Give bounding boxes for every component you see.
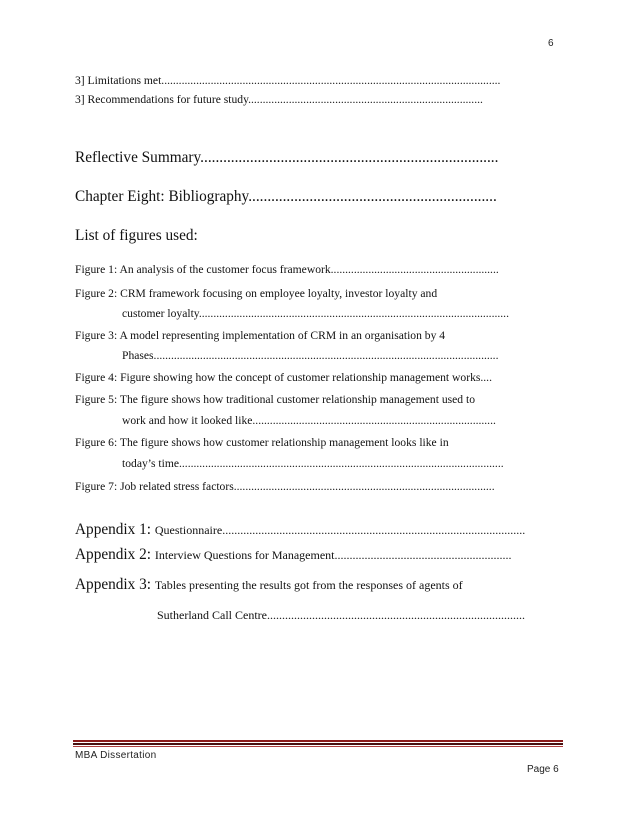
figure-3-entry-cont: Phases....................................................................................................................... bbox=[122, 349, 499, 362]
footer-page-number: Page 6 bbox=[527, 764, 559, 775]
list-of-figures-heading: List of figures used: bbox=[75, 227, 198, 244]
appendix-3-entry-cont: Sutherland Call Centre...................................................................................... bbox=[157, 608, 525, 622]
toc-reflective-summary: Reflective Summary.............................................................................. bbox=[75, 149, 499, 166]
footer-rule-top bbox=[73, 740, 563, 742]
toc-chapter-eight: Chapter Eight: Bibliography................................................................. bbox=[75, 188, 497, 205]
appendix-1-label: Appendix 1: bbox=[75, 521, 155, 538]
figure-7-entry: Figure 7: Job related stress factors.......................................................................................... bbox=[75, 480, 495, 493]
figure-6-entry-cont: today’s time................................................................................................................ bbox=[122, 457, 504, 470]
appendix-1-text: Questionnaire..................................................................................................... bbox=[154, 523, 526, 537]
footer-rule-middle bbox=[73, 743, 563, 745]
figure-5-entry: Figure 5: The figure shows how traditional customer relationship management used to bbox=[75, 393, 476, 406]
figure-4-entry: Figure 4: Figure showing how the concept of customer relationship management works.... bbox=[75, 371, 492, 384]
toc-recommendations: 3] Recommendations for future study................................................................................. bbox=[75, 93, 483, 106]
appendix-2-entry bbox=[75, 547, 512, 563]
footer-document-title: MBA Dissertation bbox=[75, 750, 157, 761]
toc-limitations: 3] Limitations met..................................................................................................................... bbox=[75, 74, 501, 87]
figure-2-entry: Figure 2: CRM framework focusing on employee loyalty, investor loyalty and bbox=[75, 287, 438, 300]
figure-3-entry: Figure 3: A model representing implementation of CRM in an organisation by 4 bbox=[75, 329, 446, 342]
figure-1-entry: Figure 1: An analysis of the customer focus framework.......................................................... bbox=[75, 263, 499, 276]
figure-2-entry-cont: customer loyalty........................................................................................................... bbox=[122, 307, 509, 320]
figure-6-entry: Figure 6: The figure shows how customer relationship management looks like in bbox=[75, 436, 449, 449]
page-number-top: 6 bbox=[548, 38, 554, 49]
appendix-2-text: Interview Questions for Management........................................................... bbox=[154, 548, 512, 562]
appendix-3-label: Appendix 3: bbox=[75, 576, 155, 593]
figure-5-entry-cont: work and how it looked like.................................................................................... bbox=[122, 414, 496, 427]
footer-rule-bottom bbox=[73, 746, 563, 747]
appendix-1-entry bbox=[75, 522, 525, 538]
appendix-2-label: Appendix 2: bbox=[75, 546, 155, 563]
appendix-3-text: Tables presenting the results got from the responses of agents of bbox=[154, 578, 463, 592]
appendix-3-entry bbox=[75, 577, 463, 593]
